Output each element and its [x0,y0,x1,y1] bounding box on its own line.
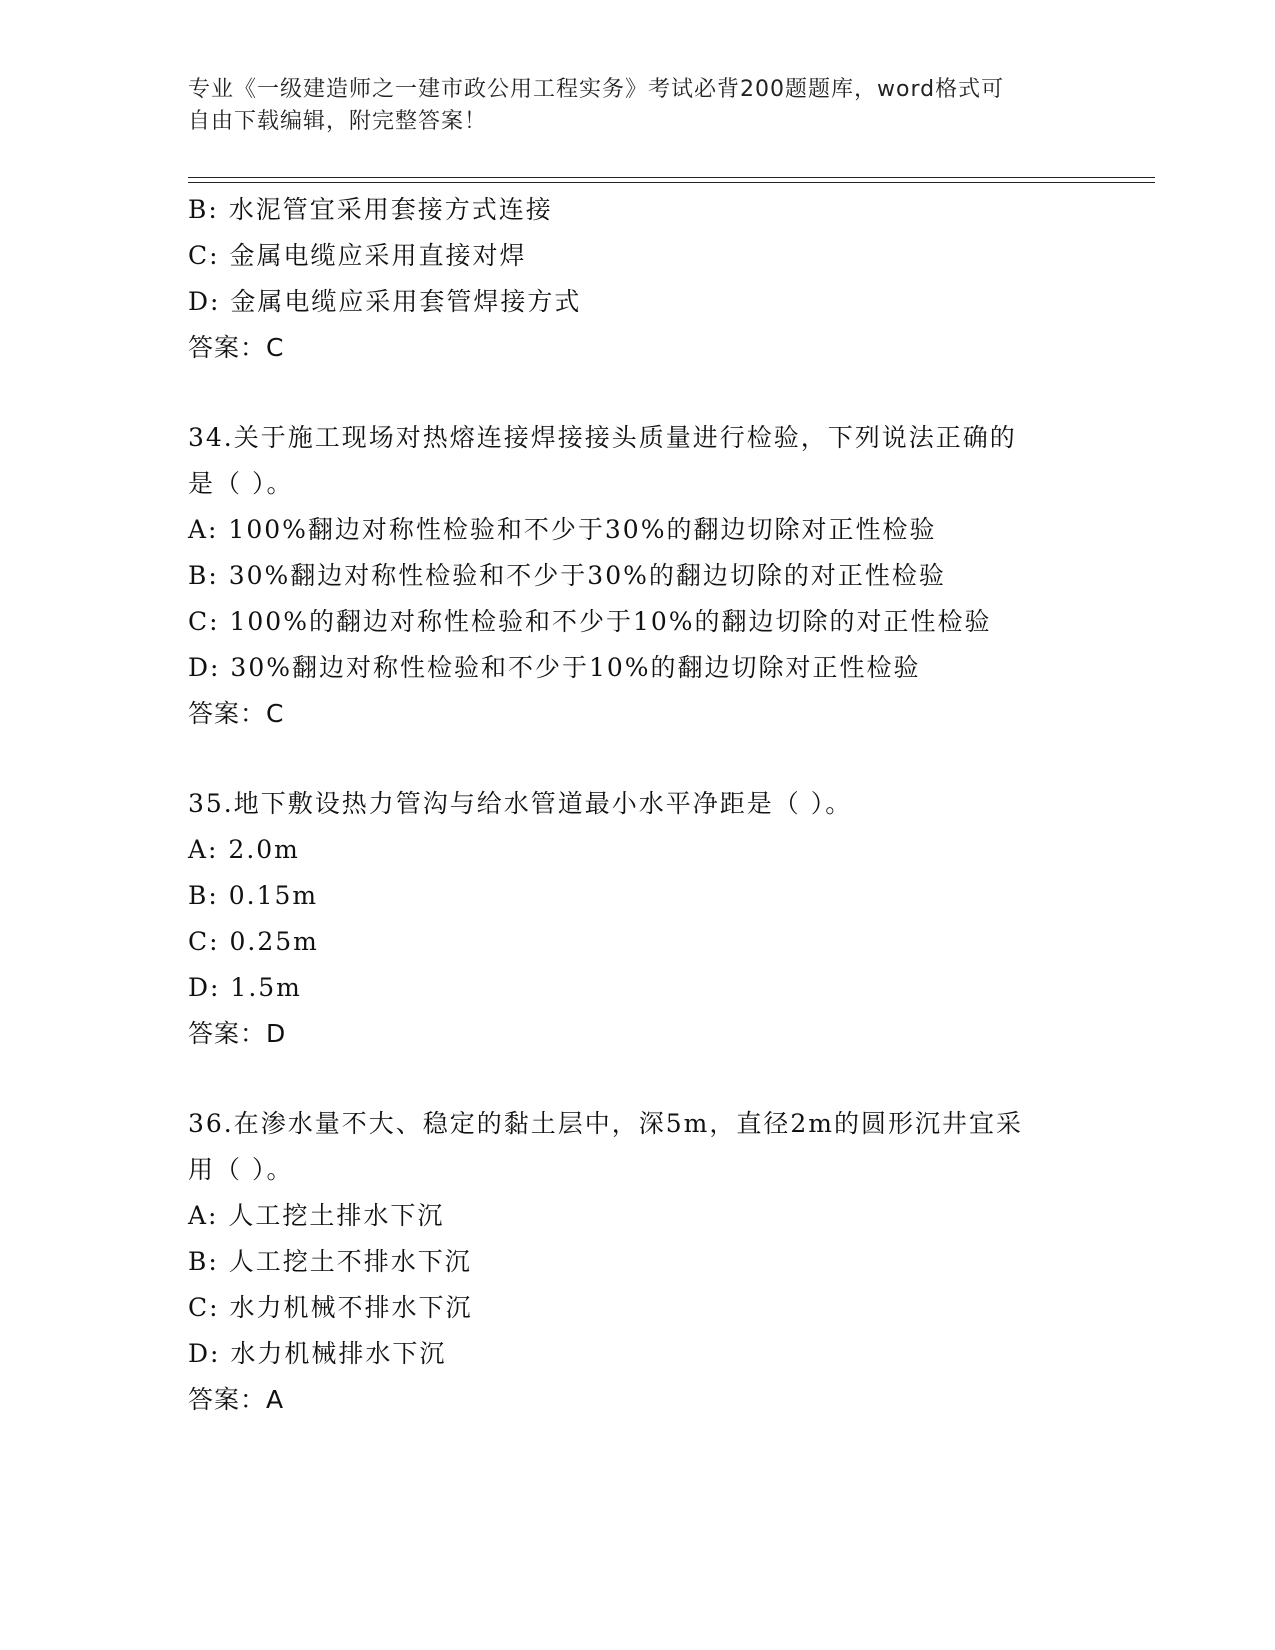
document-header [188,74,1068,138]
spacer [188,1057,1148,1101]
answer: 答案：D [188,1019,287,1048]
answer: 答案：C [188,333,285,362]
answer: 答案：C [188,699,285,728]
option-d: D: 30%翻边对称性检验和不少于10%的翻边切除对正性检验 [188,653,921,682]
answer: 答案：A [188,1385,285,1414]
option-b: B: 0.15m [188,881,319,910]
option-a: A: 2.0m [188,835,300,864]
header-title-line-2: 自由下载编辑，附完整答案！ [188,109,488,134]
option-c: C: 水力机械不排水下沉 [188,1293,473,1322]
spacer [188,371,1148,415]
question-36 [188,1101,1148,1423]
question-35 [188,781,1148,1057]
question-list [188,187,1148,1423]
header-title-line-1: 专业《一级建造师之一建市政公用工程实务》考试必背200题题库，word格式可 [188,77,1005,102]
question-34 [188,415,1148,737]
header-divider-bottom [188,182,1155,183]
option-d: D: 金属电缆应采用套管焊接方式 [188,287,582,316]
question-stem: 35.地下敷设热力管沟与给水管道最小水平净距是（ ）。 [188,789,853,818]
question-stem: 36.在渗水量不大、稳定的黏土层中，深5m，直径2m的圆形沉井宜采 [188,1109,1023,1138]
header-divider-top [188,177,1155,178]
question-stem-continued: 用（ ）。 [188,1155,294,1184]
option-b: B: 人工挖土不排水下沉 [188,1247,472,1276]
question-stem: 34.关于施工现场对热熔连接焊接接头质量进行检验，下列说法正确的 [188,423,1017,452]
question-stem-continued: 是（ ）。 [188,469,294,498]
option-b: B: 水泥管宜采用套接方式连接 [188,195,553,224]
option-a: A: 100%翻边对称性检验和不少于30%的翻边切除对正性检验 [188,515,937,544]
option-c: C: 金属电缆应采用直接对焊 [188,241,527,270]
spacer [188,737,1148,781]
option-a: A: 人工挖土排水下沉 [188,1201,445,1230]
option-c: C: 0.25m [188,927,319,956]
option-d: D: 水力机械排水下沉 [188,1339,447,1368]
option-c: C: 100%的翻边对称性检验和不少于10%的翻边切除的对正性检验 [188,607,992,636]
option-b: B: 30%翻边对称性检验和不少于30%的翻边切除的对正性检验 [188,561,946,590]
question-33 [188,187,1148,371]
option-d: D: 1.5m [188,973,302,1002]
